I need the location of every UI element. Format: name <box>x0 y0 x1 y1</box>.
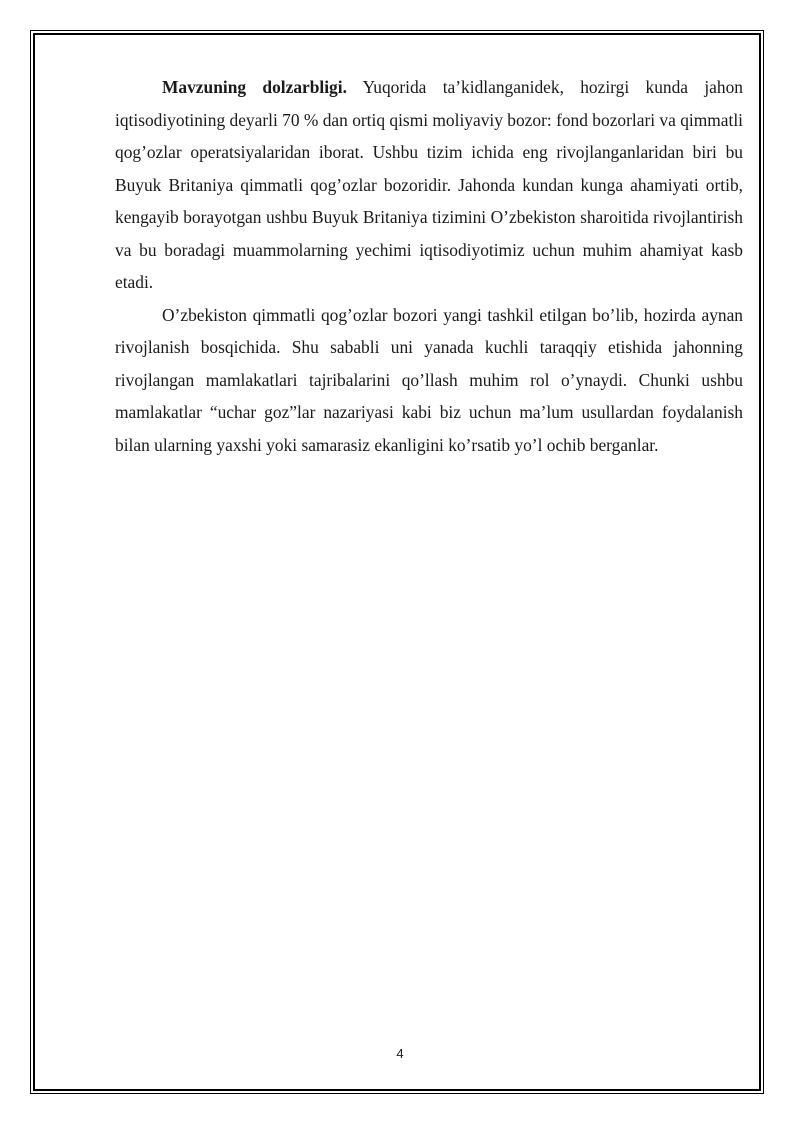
paragraph-text: Yuqorida ta’kidlanganidek, hozirgi kunda jahon iqtisodiyotining deyarli 70 % dan ortiq qismi moliyaviy bozor: fond bozorlari va qimmatli qog’ozlar operatsiyalaridan iborat. Ushbu tizim ichida eng rivojlanganlaridan biri bu Buyuk Britaniya qimmatli qog’ozlar bozoridir. Jahonda kundan kunga ahamiyati ortib, kengayib borayotgan ushbu Buyuk Britaniya tizimini O’zbekiston sharoitida rivojlantirish va bu boradagi muammolarning yechimi iqtisodiyotimiz uchun muhim ahamiyat kasb etadi. <box>115 77 743 292</box>
paragraph-relevance <box>115 71 743 299</box>
paragraph-uzbekistan-market <box>115 299 743 462</box>
section-lead-heading: Mavzuning dolzarbligi. <box>162 77 347 97</box>
page-number: 4 <box>396 1046 404 1061</box>
paragraph-text: O’zbekiston qimmatli qog’ozlar bozori yangi tashkil etilgan bo’lib, hozirda aynan rivojlanish bosqichida. Shu sababli uni yanada kuchli taraqqiy etishida jahonning rivojlangan mamlakatlari tajribalarini qo’llash muhim rol o’ynaydi. Chunki ushbu mamlakatlar “uchar goz”lar nazariyasi kabi biz uchun ma’lum usullardan foydalanish bilan ularning yaxshi yoki samarasiz ekanligini ko’rsatib yo’l ochib berganlar. <box>115 304 743 455</box>
document-body <box>115 71 743 461</box>
